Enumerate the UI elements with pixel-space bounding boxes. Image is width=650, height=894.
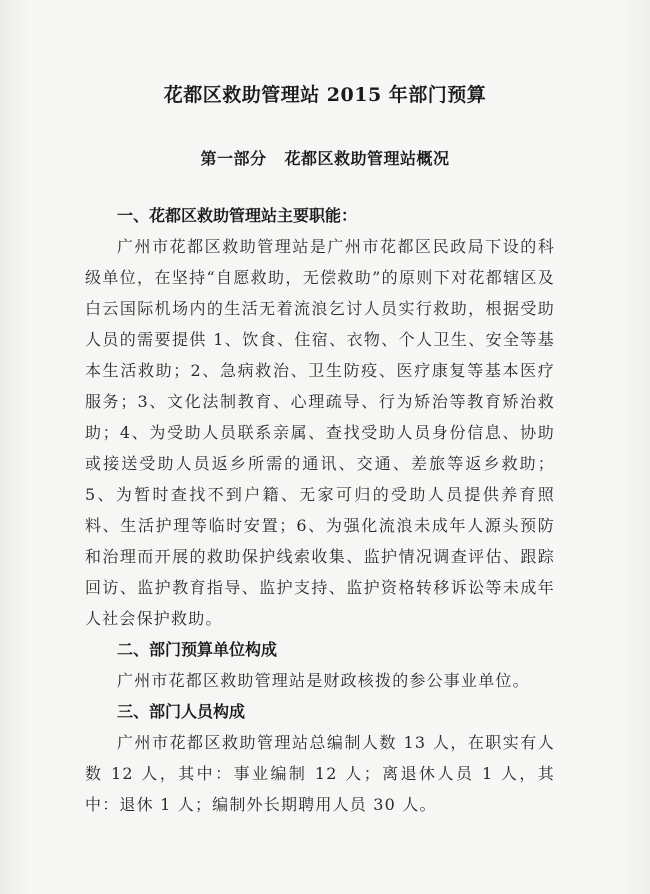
section-heading-units: 二、部门预算单位构成 <box>117 640 278 659</box>
page-subtitle <box>0 146 650 169</box>
section-heading-staff: 三、部门人员构成 <box>117 702 246 721</box>
section-heading-functions: 一、花都区救助管理站主要职能： <box>117 206 358 225</box>
section-body-units: 广州市花都区救助管理站是财政核拨的参公事业单位。 <box>117 671 530 690</box>
section-body-staff: 广州市花都区救助管理站总编制人数 13 人，在职实有人数 12 人，其中：事业编制 12 人；离退休人员 1 人，其中：退休 1 人；编制外长期聘用人员 30 人。 <box>85 733 555 814</box>
section-body-functions: 广州市花都区救助管理站是广州市花都区民政局下设的科级单位，在坚持“自愿救助，无偿救助”的原则下对花都辖区及白云国际机场内的生活无着流浪乞讨人员实行救助，根据受助人员的需要提供 1、饮食、住宿、衣物、个人卫生、安全等基本生活救助；2、急病救治、卫生防疫、医疗康复等基本医疗服务；3、文化法制教育、心理疏导、行为矫治等教育矫治救助；4、为受助人员联系亲属、查找受助人员身份信息、协助或接送受助人员返乡所需的通讯、交通、差旅等返乡救助；5、为暂时查找不到户籍、无家可归的受助人员提供养育照料、生活护理等临时安置；6、为强化流浪未成年人源头预防和治理而开展的救助保护线索收集、监护情况调查评估、跟踪回访、监护教育指导、监护支持、监护资格转移诉讼等未成年人社会保护救助。 <box>85 237 555 628</box>
part-name: 花都区救助管理站概况 <box>284 149 450 168</box>
document-body <box>85 200 555 820</box>
page-title: 花都区救助管理站 2015 年部门预算 <box>163 84 487 106</box>
part-label: 第一部分 <box>200 149 267 168</box>
